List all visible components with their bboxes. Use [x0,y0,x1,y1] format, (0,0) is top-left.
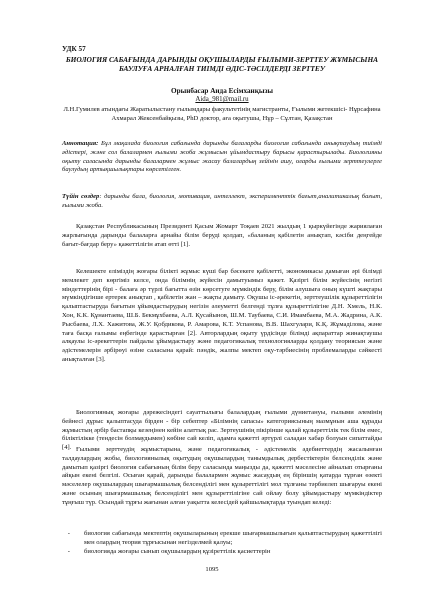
paper-title: БИОЛОГИЯ САБАҒЫНДА ДАРЫНДЫ ОҚУШЫЛАРДЫ ҒЫЛЫМИ-ЗЕРТТЕУ ЖҰМЫСЫНА БАУЛУҒА АРНАЛҒАН ТИІМДІ ӘДІС-ТӘСІЛДЕРДІ ЗЕРТТЕУ [65,55,379,74]
keywords [62,193,382,211]
body-paragraph: Биологиянық жоғары дәрежесіндегі сауаттылығы балалардың ғылыми дүниетануы, ғылыми әлемінің бейнесі дұрыс қалыптасуда бірден - бір себептер «Білімнің сапасы» категориясының мазмұнын аша құрады жұмыстың әрбір бастапқы кезеңінен кейін алаттық рас. Зертеушінің пікірінше қалай құзыреттілік тек білім емес, біліктілікке (тендесін болмаудымен) көбіне сай келіп, адамға қажетті əртүрлі саладан хабар болуын сипаттайды [4]. [62,409,382,452]
page-number: 1095 [205,566,219,573]
body-paragraph: Қазақстан Республикасының Президенті Қасым Жомарт Тоқаев 2021 жылдың 1 қыркүйегінде жариялаған жарлығында дарынды балаларға арнайы білім беруді қолдап, «баланың қабілетін анықтап, кәсіби деңгейде бағыт-бағдар беру» қажеттілігін атап өтті [1]. [62,223,382,248]
bullet-list [62,530,382,556]
author-email-link[interactable]: Aida_981@mail.ru [195,96,249,103]
author-name: Орынбасар Аида Есімханқызы [171,87,273,95]
keywords-label: Түйін сөздер [62,193,100,200]
body-paragraph: Келешекте еліміздің жоғары білікті жұмыс күші бар бәсекеге қабілетті, экономикасы дамыған әрі білімді мемлекет деп көргіміз келсе, онда білімнің жүйесін дамытуымыз қажет. Қазіргі білім жүйесінің негізгі міндеттерінің бірі - балаға әр түрлі бағытта өзін көрсетуге мүмкіндік беру, білім алушыға оның күшті жақтары мүмкіндігінше ертерек анықтап , қабілетін жан – жақты дамыту. Оқушы іс-әрекетін, зерттеушілік құзыреттілігін қалыптастыруда бағытын ұйымдастырудың негізін әлеуметті белгенді тұлға құзыреттілігіне Д.Н. Хмель, Н.К. Хон, К.К. Құнантаева, Ш.Б. Бекмұхбаева, А.Л. Қусайынов, Ш.М. Таубаева, С.И. Имамбаева, М.А. Жадрина, А.К. Рысбаева, Л.Х. Хажитова, Ж.У. Қобдикова, Р. Амарова, К.Т. Успанова, В.В. Шахгулари, К.Қ. Жұмаділова, және таға басқа ғалымы еңбегінде қарастырған [2]. Авторлардың оқыту үрдісінде білімді ақпараттар жинақтаушы алқаулы іс-әрекеттерін пайдалы ұйымдастыру және педагогикалық технологияларды қолдану теориясын және әдістемелерін әрбірөуі өзіне саласына қарай: пәндік, жалпы мектеп оқу-тәрбиесінің проблемаларды сәйкесті анықталған [3]. [62,268,382,363]
body-paragraph: Ғылыми зерттеудің жұмыстарына, және педагогикалық - әдістемелік әдебиеттердің жасалынған талдаулардың жобы, биологиянылық оқытудың оқушылардың танымдылық дербестіктерін белсенділік және дамытып қазіргі биология сабағының білім беру саласында маңызды да, қажетті мәселесіне айналып отырғаны айқын екені белгілі. Осыған қарай, дарынды балалармен жұмыс жасаудың ең біріншің қатарда тұрған өзекті мәселелер оқушылардың шығармашылық белсенділігі мен құзыреттілігі мол тұлғаны тәрбиелеп шығаруы екені және осының шығармашылық белсенділігі мен құзыреттілігіне сай ойлау болу ұйымдастыру мүмкіндіктер тұңғыш түр. Осындай тұрғы жағынан алған уақытта келесідей қайшылықтарда туындап келеді: [62,446,382,506]
list-item: - биологияда жоғары сынып оқушылардың құзіреттілік қасиеттерін [62,548,382,557]
list-item: - биология сабағында мектептің оқушыларының ерекше шығармашылығын қалыптастырудың қажеттілігі мен олардың теория тұрғысынан негізделмей қалуы; [62,530,382,548]
abstract [62,140,382,175]
author-affiliation: Л.Н.Гумилев атындағы Жаратылыстану ғылымдары факультетінің магистранты, Ғылыми жетекшісі- Нұрсафина Ахмарал Жексенбайқызы, PhD доктор, аға оқытушы, Нұр – Сұлтан, Қазақстан [63,106,381,122]
abstract-label: Аннотация: [62,140,99,147]
udk-code: УДК 57 [62,45,86,53]
dash-icon: - [67,547,70,555]
abstract-text: Бұл мақалада биология сабағында дарынды балаларды биология сабағында анықтаудың тиімді әдістері, және сол балалармен ғылыми жоба жұмысын ұйымдастыру барысы қарастырылады. Биологияны оқыту саласында дарынды балалармен жұмыс жасау балалардың зейінін ашу, оларды ғылыми зерттеулерге баулудың артықшылықтары көрсетілген. [62,140,382,174]
dash-icon: - [67,530,70,537]
keywords-text: : дарынды бала, биология, мотивация, интеллект, эксперименттік бағыт,аналитикалық бағыт, ғылыми жоба. [62,193,382,209]
